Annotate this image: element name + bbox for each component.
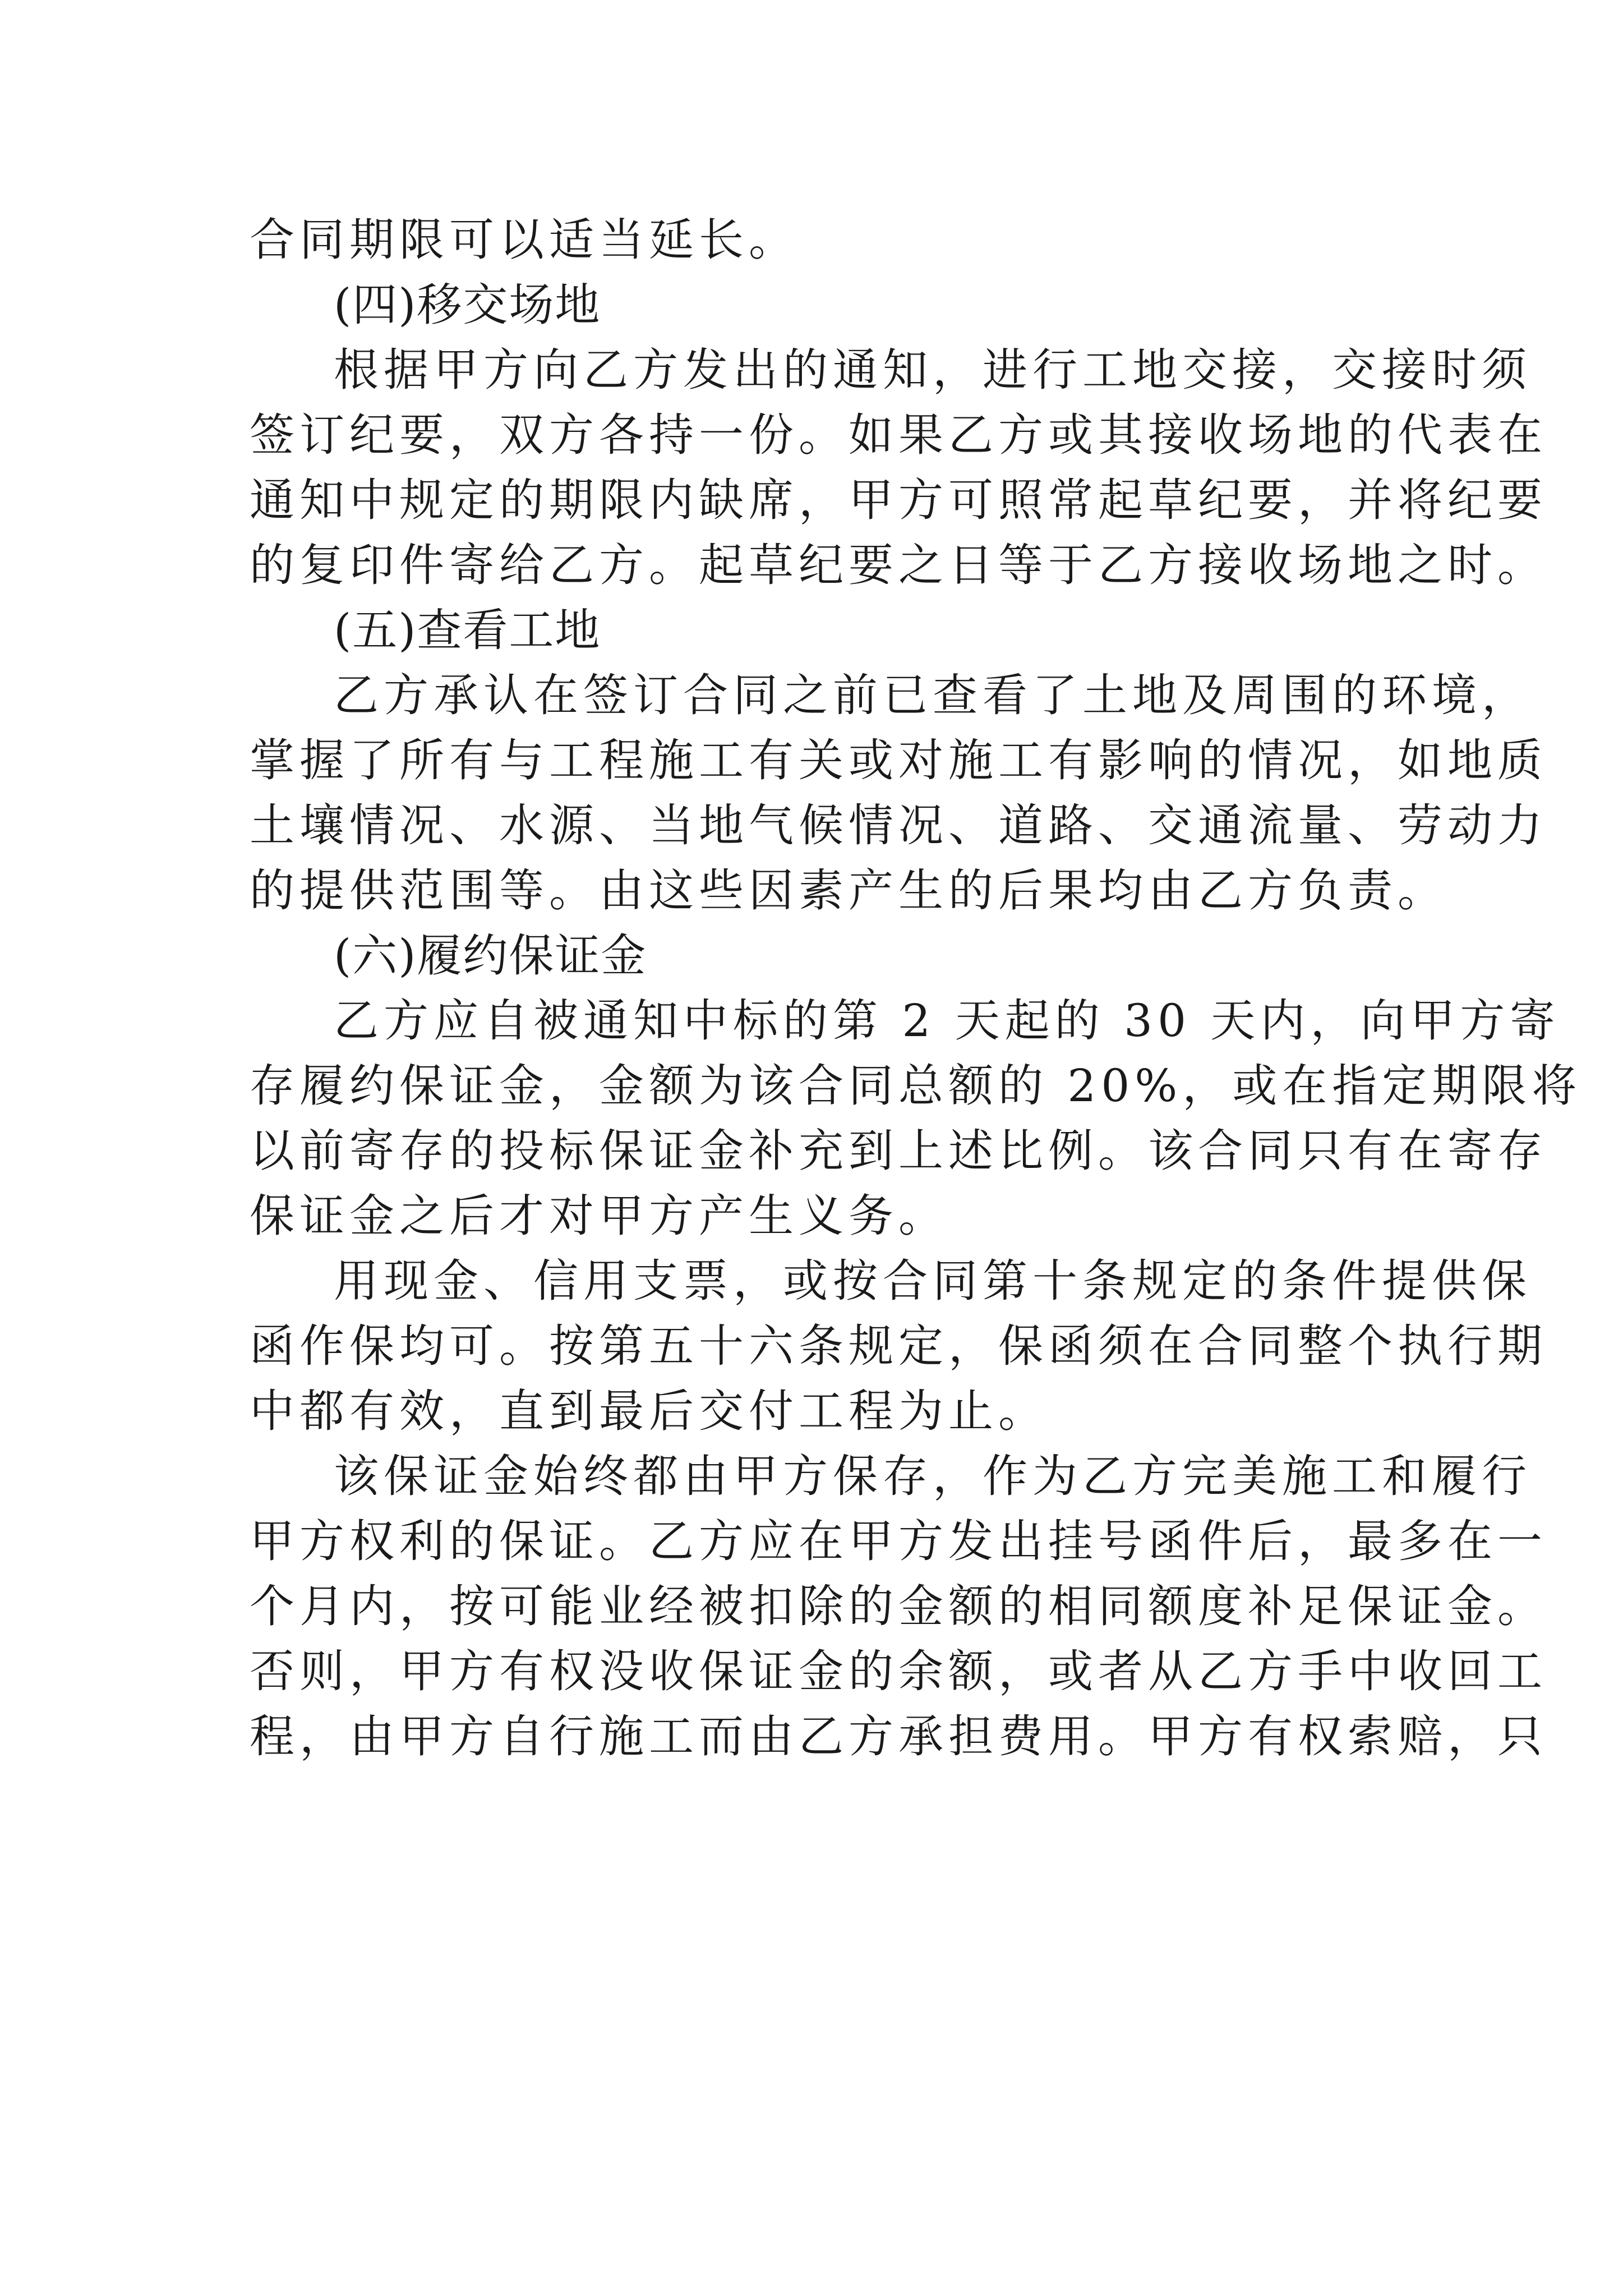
paragraph-line: 保证金之后才对甲方产生义务。 (250, 1190, 948, 1242)
paragraph-line: 程，由甲方自行施工而由乙方承担费用。甲方有权索赔，只 (250, 1710, 1547, 1763)
paragraph-line: 否则，甲方有权没收保证金的余额，或者从乙方手中收回工 (250, 1645, 1547, 1697)
paragraph-line: 掌握了所有与工程施工有关或对施工有影响的情况，如地质 (250, 734, 1547, 786)
paragraph-line: 乙方应自被通知中标的第 2 天起的 30 天内，向甲方寄 (334, 995, 1560, 1047)
paragraph-line: 以前寄存的投标保证金补充到上述比例。该合同只有在寄存 (250, 1125, 1547, 1177)
paragraph-line: 中都有效，直到最后交付工程为止。 (250, 1385, 1048, 1437)
paragraph-line: 合同期限可以适当延长。 (250, 214, 799, 266)
paragraph-line: 签订纪要，双方各持一份。如果乙方或其接收场地的代表在 (250, 409, 1547, 461)
paragraph-line: 用现金、信用支票，或按合同第十条规定的条件提供保 (334, 1255, 1532, 1307)
paragraph-line: 的复印件寄给乙方。起草纪要之日等于乙方接收场地之时。 (250, 539, 1547, 591)
paragraph-line: 土壤情况、水源、当地气候情况、道路、交通流量、劳动力 (250, 799, 1547, 852)
paragraph-line: 通知中规定的期限内缺席，甲方可照常起草纪要，并将纪要 (250, 474, 1547, 526)
paragraph-line: 根据甲方向乙方发出的通知，进行工地交接，交接时须 (334, 344, 1532, 396)
paragraph-line: 的提供范围等。由这些因素产生的后果均由乙方负责。 (250, 864, 1447, 917)
paragraph-line: 个月内，按可能业经被扣除的金额的相同额度补足保证金。 (250, 1580, 1547, 1632)
paragraph-line: 乙方承认在签订合同之前已查看了土地及周围的环境， (334, 669, 1532, 721)
paragraph-line: 函作保均可。按第五十六条规定，保函须在合同整个执行期 (250, 1320, 1547, 1372)
section-heading-handover-site: (四)移交场地 (334, 279, 601, 331)
document-body (250, 208, 1582, 1769)
section-heading-site-inspection: (五)查看工地 (334, 604, 601, 656)
paragraph-line: 存履约保证金，金额为该合同总额的 20%，或在指定期限将 (250, 1060, 1582, 1112)
paragraph-line: 该保证金始终都由甲方保存，作为乙方完美施工和履行 (334, 1450, 1532, 1502)
paragraph-line: 甲方权利的保证。乙方应在甲方发出挂号函件后，最多在一 (250, 1515, 1547, 1567)
section-heading-performance-bond: (六)履约保证金 (334, 930, 647, 982)
